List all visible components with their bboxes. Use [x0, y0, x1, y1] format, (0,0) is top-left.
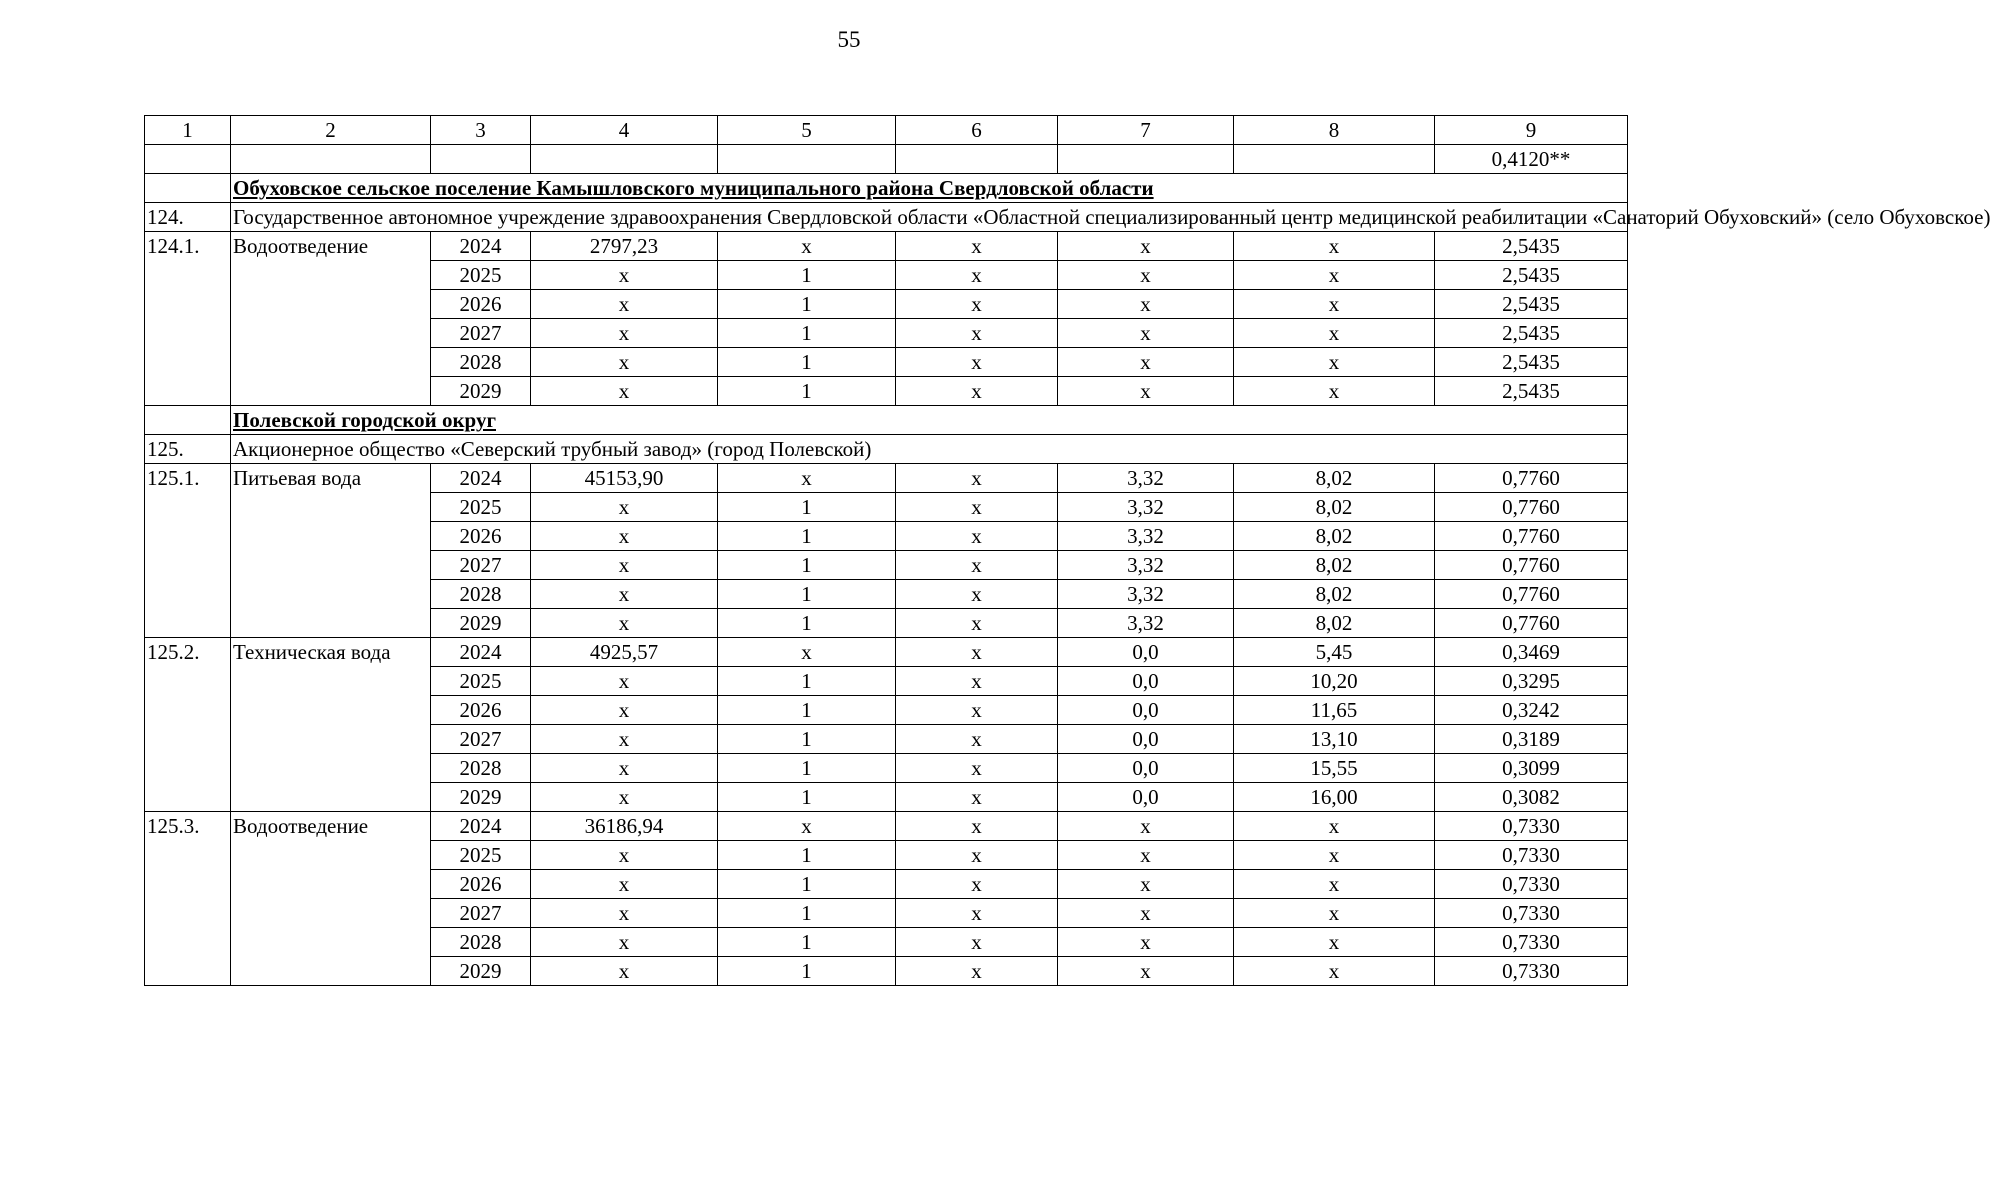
- value-cell: х: [531, 928, 718, 957]
- value-cell: 0,7330: [1435, 957, 1628, 986]
- value-cell: х: [1058, 377, 1234, 406]
- value-cell: 0,3189: [1435, 725, 1628, 754]
- value-cell: х: [1234, 377, 1435, 406]
- value-cell: х: [1234, 812, 1435, 841]
- item-name: [231, 928, 431, 957]
- value-cell: 5,45: [1234, 638, 1435, 667]
- column-number-cell: 3: [431, 116, 531, 145]
- item-name: [231, 580, 431, 609]
- value-cell: х: [896, 464, 1058, 493]
- value-cell: 2029: [431, 957, 531, 986]
- value-cell: 13,10: [1234, 725, 1435, 754]
- value-cell: 0,3099: [1435, 754, 1628, 783]
- value-cell: 45153,90: [531, 464, 718, 493]
- value-cell: 2029: [431, 609, 531, 638]
- value-cell: 8,02: [1234, 464, 1435, 493]
- value-cell: 2024: [431, 638, 531, 667]
- column-number-cell: 4: [531, 116, 718, 145]
- item-name: [231, 899, 431, 928]
- item-name: [231, 609, 431, 638]
- item-name: [231, 551, 431, 580]
- value-cell: х: [1058, 870, 1234, 899]
- value-cell: 0,7330: [1435, 841, 1628, 870]
- section-title: [231, 406, 1628, 435]
- data-row: [145, 754, 1628, 783]
- empty-cell: [145, 145, 231, 174]
- item-number: [145, 348, 231, 377]
- value-cell: 3,32: [1058, 464, 1234, 493]
- value-cell: х: [896, 783, 1058, 812]
- value-cell: 2029: [431, 783, 531, 812]
- value-cell: 1: [718, 609, 896, 638]
- empty-cell: [145, 174, 231, 203]
- value-cell: х: [1058, 899, 1234, 928]
- value-cell: х: [718, 464, 896, 493]
- item-name: [231, 725, 431, 754]
- value-cell: 0,7760: [1435, 493, 1628, 522]
- value-cell: 2025: [431, 841, 531, 870]
- value-cell: 11,65: [1234, 696, 1435, 725]
- item-number: [145, 319, 231, 348]
- value-cell: 8,02: [1234, 522, 1435, 551]
- item-name: Питьевая вода: [231, 464, 431, 493]
- value-cell: х: [896, 377, 1058, 406]
- item-number: [145, 580, 231, 609]
- value-cell: х: [896, 725, 1058, 754]
- data-row: [145, 812, 1628, 841]
- value-cell: 2,5435: [1435, 348, 1628, 377]
- item-number: [145, 841, 231, 870]
- data-row: [145, 841, 1628, 870]
- value-cell: х: [896, 638, 1058, 667]
- value-cell: 2026: [431, 522, 531, 551]
- empty-cell: [231, 145, 431, 174]
- value-cell: 0,7760: [1435, 580, 1628, 609]
- section-title-text: Обуховское сельское поселение Камышловского муниципального района Свердловской области: [233, 176, 1154, 200]
- value-cell: 2026: [431, 870, 531, 899]
- section-title-text: Полевской городской округ: [233, 408, 496, 432]
- value-cell: 1: [718, 493, 896, 522]
- data-row: [145, 290, 1628, 319]
- data-row: [145, 667, 1628, 696]
- column-number-cell: 9: [1435, 116, 1628, 145]
- value-cell: х: [896, 928, 1058, 957]
- item-number: [145, 290, 231, 319]
- section-title: [231, 174, 1628, 203]
- value-cell: 0,3082: [1435, 783, 1628, 812]
- value-cell: 1: [718, 319, 896, 348]
- value-cell: 2026: [431, 696, 531, 725]
- empty-cell: [145, 406, 231, 435]
- item-number: [145, 609, 231, 638]
- data-row: [145, 232, 1628, 261]
- empty-cell: [718, 145, 896, 174]
- value-cell: 2028: [431, 754, 531, 783]
- value-cell: х: [531, 783, 718, 812]
- value-cell: х: [531, 261, 718, 290]
- value-cell: х: [531, 319, 718, 348]
- value-cell: 0,0: [1058, 667, 1234, 696]
- value-cell: х: [1058, 928, 1234, 957]
- value-cell: 2026: [431, 290, 531, 319]
- value-cell: х: [531, 899, 718, 928]
- organization-row: [145, 435, 1628, 464]
- value-cell: х: [896, 348, 1058, 377]
- value-cell: х: [531, 377, 718, 406]
- value-cell: 2025: [431, 667, 531, 696]
- value-cell: х: [1058, 232, 1234, 261]
- item-name: Водоотведение: [231, 812, 431, 841]
- value-cell: х: [896, 870, 1058, 899]
- value-cell: 0,7330: [1435, 928, 1628, 957]
- value-cell: х: [1058, 290, 1234, 319]
- value-cell: 1: [718, 290, 896, 319]
- value-cell: 0,3242: [1435, 696, 1628, 725]
- item-name: [231, 377, 431, 406]
- value-cell: 1: [718, 783, 896, 812]
- empty-cell: [431, 145, 531, 174]
- value-cell: 1: [718, 667, 896, 696]
- value-cell: х: [1234, 899, 1435, 928]
- value-cell: 2,5435: [1435, 261, 1628, 290]
- value-cell: 16,00: [1234, 783, 1435, 812]
- value-cell: 1: [718, 261, 896, 290]
- section-row: [145, 174, 1628, 203]
- value-cell: 0,0: [1058, 725, 1234, 754]
- value-cell: х: [1234, 290, 1435, 319]
- item-name: Техническая вода: [231, 638, 431, 667]
- value-cell: 3,32: [1058, 551, 1234, 580]
- value-cell: х: [1234, 928, 1435, 957]
- item-number: 125.2.: [145, 638, 231, 667]
- value-cell: 0,3469: [1435, 638, 1628, 667]
- page-number: 55: [837, 27, 861, 52]
- item-name: [231, 957, 431, 986]
- item-number: [145, 725, 231, 754]
- value-cell: 2024: [431, 812, 531, 841]
- value-cell: х: [531, 667, 718, 696]
- value-cell: х: [896, 696, 1058, 725]
- item-name: [231, 870, 431, 899]
- value-cell: х: [531, 290, 718, 319]
- column-number-cell: 2: [231, 116, 431, 145]
- data-row: [145, 464, 1628, 493]
- section-row: [145, 406, 1628, 435]
- value-cell: х: [531, 609, 718, 638]
- value-cell: х: [896, 899, 1058, 928]
- value-cell: х: [896, 232, 1058, 261]
- value-cell: 0,3295: [1435, 667, 1628, 696]
- data-row: [145, 783, 1628, 812]
- item-number: 125.3.: [145, 812, 231, 841]
- value-cell: х: [896, 667, 1058, 696]
- value-cell: 2024: [431, 464, 531, 493]
- value-cell: 2,5435: [1435, 232, 1628, 261]
- value-cell: х: [896, 551, 1058, 580]
- value-cell: 3,32: [1058, 580, 1234, 609]
- value-cell: х: [1234, 348, 1435, 377]
- data-row: [145, 638, 1628, 667]
- value-cell: 36186,94: [531, 812, 718, 841]
- carryover-row: [145, 145, 1628, 174]
- value-cell: 0,7760: [1435, 464, 1628, 493]
- value-cell: 1: [718, 841, 896, 870]
- value-cell: 8,02: [1234, 551, 1435, 580]
- value-cell: х: [1234, 261, 1435, 290]
- value-cell: 8,02: [1234, 580, 1435, 609]
- value-cell: 0,7760: [1435, 609, 1628, 638]
- item-number: [145, 870, 231, 899]
- item-number: [145, 928, 231, 957]
- item-name: Водоотведение: [231, 232, 431, 261]
- data-row: [145, 870, 1628, 899]
- value-cell: 15,55: [1234, 754, 1435, 783]
- value-cell: 0,7760: [1435, 522, 1628, 551]
- item-number: [145, 957, 231, 986]
- item-number: 124.1.: [145, 232, 231, 261]
- item-name: [231, 522, 431, 551]
- value-cell: х: [531, 696, 718, 725]
- item-number: [145, 667, 231, 696]
- organization-number: 125.: [145, 435, 231, 464]
- value-cell: 1: [718, 377, 896, 406]
- organization-row: [145, 203, 1628, 232]
- value-cell: х: [1058, 348, 1234, 377]
- value-cell: х: [718, 812, 896, 841]
- value-cell: 1: [718, 696, 896, 725]
- value-cell: х: [531, 551, 718, 580]
- column-number-cell: 5: [718, 116, 896, 145]
- data-row: [145, 261, 1628, 290]
- value-cell: 0,0: [1058, 754, 1234, 783]
- value-cell: х: [896, 290, 1058, 319]
- organization-name: Государственное автономное учреждение здравоохранения Свердловской области «Областной специализированный центр медицинской реабилитации «Санаторий Обуховский» (село Обуховское): [231, 203, 1628, 232]
- value-cell: 1: [718, 754, 896, 783]
- item-name: [231, 667, 431, 696]
- value-cell: х: [718, 232, 896, 261]
- column-number-cell: 1: [145, 116, 231, 145]
- empty-cell: [531, 145, 718, 174]
- value-cell: х: [1058, 812, 1234, 841]
- value-cell: 2027: [431, 551, 531, 580]
- item-name: [231, 841, 431, 870]
- value-cell: х: [1058, 957, 1234, 986]
- value-cell: х: [718, 638, 896, 667]
- data-row: [145, 580, 1628, 609]
- value-cell: х: [896, 261, 1058, 290]
- value-cell: 0,0: [1058, 696, 1234, 725]
- value-cell: х: [896, 609, 1058, 638]
- item-number: [145, 696, 231, 725]
- value-cell: х: [531, 957, 718, 986]
- value-cell: 8,02: [1234, 609, 1435, 638]
- empty-cell: [1058, 145, 1234, 174]
- value-cell: 8,02: [1234, 493, 1435, 522]
- value-cell: х: [1058, 319, 1234, 348]
- value-cell: х: [896, 522, 1058, 551]
- value-cell: 1: [718, 957, 896, 986]
- item-name: [231, 290, 431, 319]
- data-row: [145, 928, 1628, 957]
- item-name: [231, 261, 431, 290]
- value-cell: х: [531, 841, 718, 870]
- value-cell: 2028: [431, 348, 531, 377]
- value-cell: 2,5435: [1435, 319, 1628, 348]
- organization-number: 124.: [145, 203, 231, 232]
- value-cell: 0,7760: [1435, 551, 1628, 580]
- value-cell: 1: [718, 928, 896, 957]
- value-cell: 1: [718, 580, 896, 609]
- value-cell: 2,5435: [1435, 377, 1628, 406]
- value-cell: 2025: [431, 261, 531, 290]
- item-name: [231, 319, 431, 348]
- value-cell: 2025: [431, 493, 531, 522]
- item-number: [145, 899, 231, 928]
- item-number: [145, 783, 231, 812]
- value-cell: х: [531, 754, 718, 783]
- organization-name: Акционерное общество «Северский трубный завод» (город Полевской): [231, 435, 1628, 464]
- value-cell: 2028: [431, 580, 531, 609]
- value-cell: х: [531, 870, 718, 899]
- value-cell: 1: [718, 348, 896, 377]
- value-cell: 2,5435: [1435, 290, 1628, 319]
- data-row: [145, 609, 1628, 638]
- value-cell: х: [896, 841, 1058, 870]
- column-number-cell: 7: [1058, 116, 1234, 145]
- item-name: [231, 783, 431, 812]
- item-number: 125.1.: [145, 464, 231, 493]
- column-number-cell: 6: [896, 116, 1058, 145]
- value-cell: 0,7330: [1435, 812, 1628, 841]
- value-cell: 1: [718, 870, 896, 899]
- value-cell: 0,7330: [1435, 899, 1628, 928]
- value-cell: х: [1058, 261, 1234, 290]
- item-number: [145, 261, 231, 290]
- value-cell: 1: [718, 522, 896, 551]
- value-cell: 3,32: [1058, 493, 1234, 522]
- empty-cell: [896, 145, 1058, 174]
- data-row: [145, 725, 1628, 754]
- value-cell: х: [896, 493, 1058, 522]
- value-cell: 2027: [431, 319, 531, 348]
- value-cell: х: [1234, 957, 1435, 986]
- value-cell: х: [896, 957, 1058, 986]
- carryover-value: 0,4120**: [1435, 145, 1628, 174]
- value-cell: 0,0: [1058, 638, 1234, 667]
- value-cell: 2027: [431, 899, 531, 928]
- item-name: [231, 754, 431, 783]
- value-cell: 0,0: [1058, 783, 1234, 812]
- value-cell: х: [531, 725, 718, 754]
- data-row: [145, 957, 1628, 986]
- data-row: [145, 551, 1628, 580]
- item-number: [145, 551, 231, 580]
- data-row: [145, 522, 1628, 551]
- value-cell: х: [896, 812, 1058, 841]
- value-cell: х: [896, 319, 1058, 348]
- data-row: [145, 493, 1628, 522]
- value-cell: 2028: [431, 928, 531, 957]
- value-cell: х: [1234, 232, 1435, 261]
- value-cell: х: [1234, 841, 1435, 870]
- value-cell: х: [896, 754, 1058, 783]
- value-cell: х: [1234, 319, 1435, 348]
- value-cell: х: [896, 580, 1058, 609]
- item-number: [145, 493, 231, 522]
- item-number: [145, 522, 231, 551]
- value-cell: х: [1234, 870, 1435, 899]
- item-name: [231, 348, 431, 377]
- value-cell: 3,32: [1058, 609, 1234, 638]
- data-row: [145, 319, 1628, 348]
- value-cell: 1: [718, 725, 896, 754]
- tariff-table: [144, 115, 1990, 986]
- value-cell: 2024: [431, 232, 531, 261]
- value-cell: х: [1058, 841, 1234, 870]
- value-cell: х: [531, 580, 718, 609]
- data-row: [145, 696, 1628, 725]
- item-name: [231, 493, 431, 522]
- value-cell: х: [531, 493, 718, 522]
- value-cell: х: [531, 522, 718, 551]
- value-cell: 2027: [431, 725, 531, 754]
- data-row: [145, 377, 1628, 406]
- value-cell: х: [531, 348, 718, 377]
- empty-cell: [1234, 145, 1435, 174]
- item-number: [145, 754, 231, 783]
- data-row: [145, 899, 1628, 928]
- value-cell: 10,20: [1234, 667, 1435, 696]
- value-cell: 2029: [431, 377, 531, 406]
- item-number: [145, 377, 231, 406]
- value-cell: 2797,23: [531, 232, 718, 261]
- value-cell: 1: [718, 899, 896, 928]
- column-number-row: [145, 116, 1628, 145]
- value-cell: 0,7330: [1435, 870, 1628, 899]
- value-cell: 3,32: [1058, 522, 1234, 551]
- value-cell: 4925,57: [531, 638, 718, 667]
- column-number-cell: 8: [1234, 116, 1435, 145]
- item-name: [231, 696, 431, 725]
- value-cell: 1: [718, 551, 896, 580]
- data-row: [145, 348, 1628, 377]
